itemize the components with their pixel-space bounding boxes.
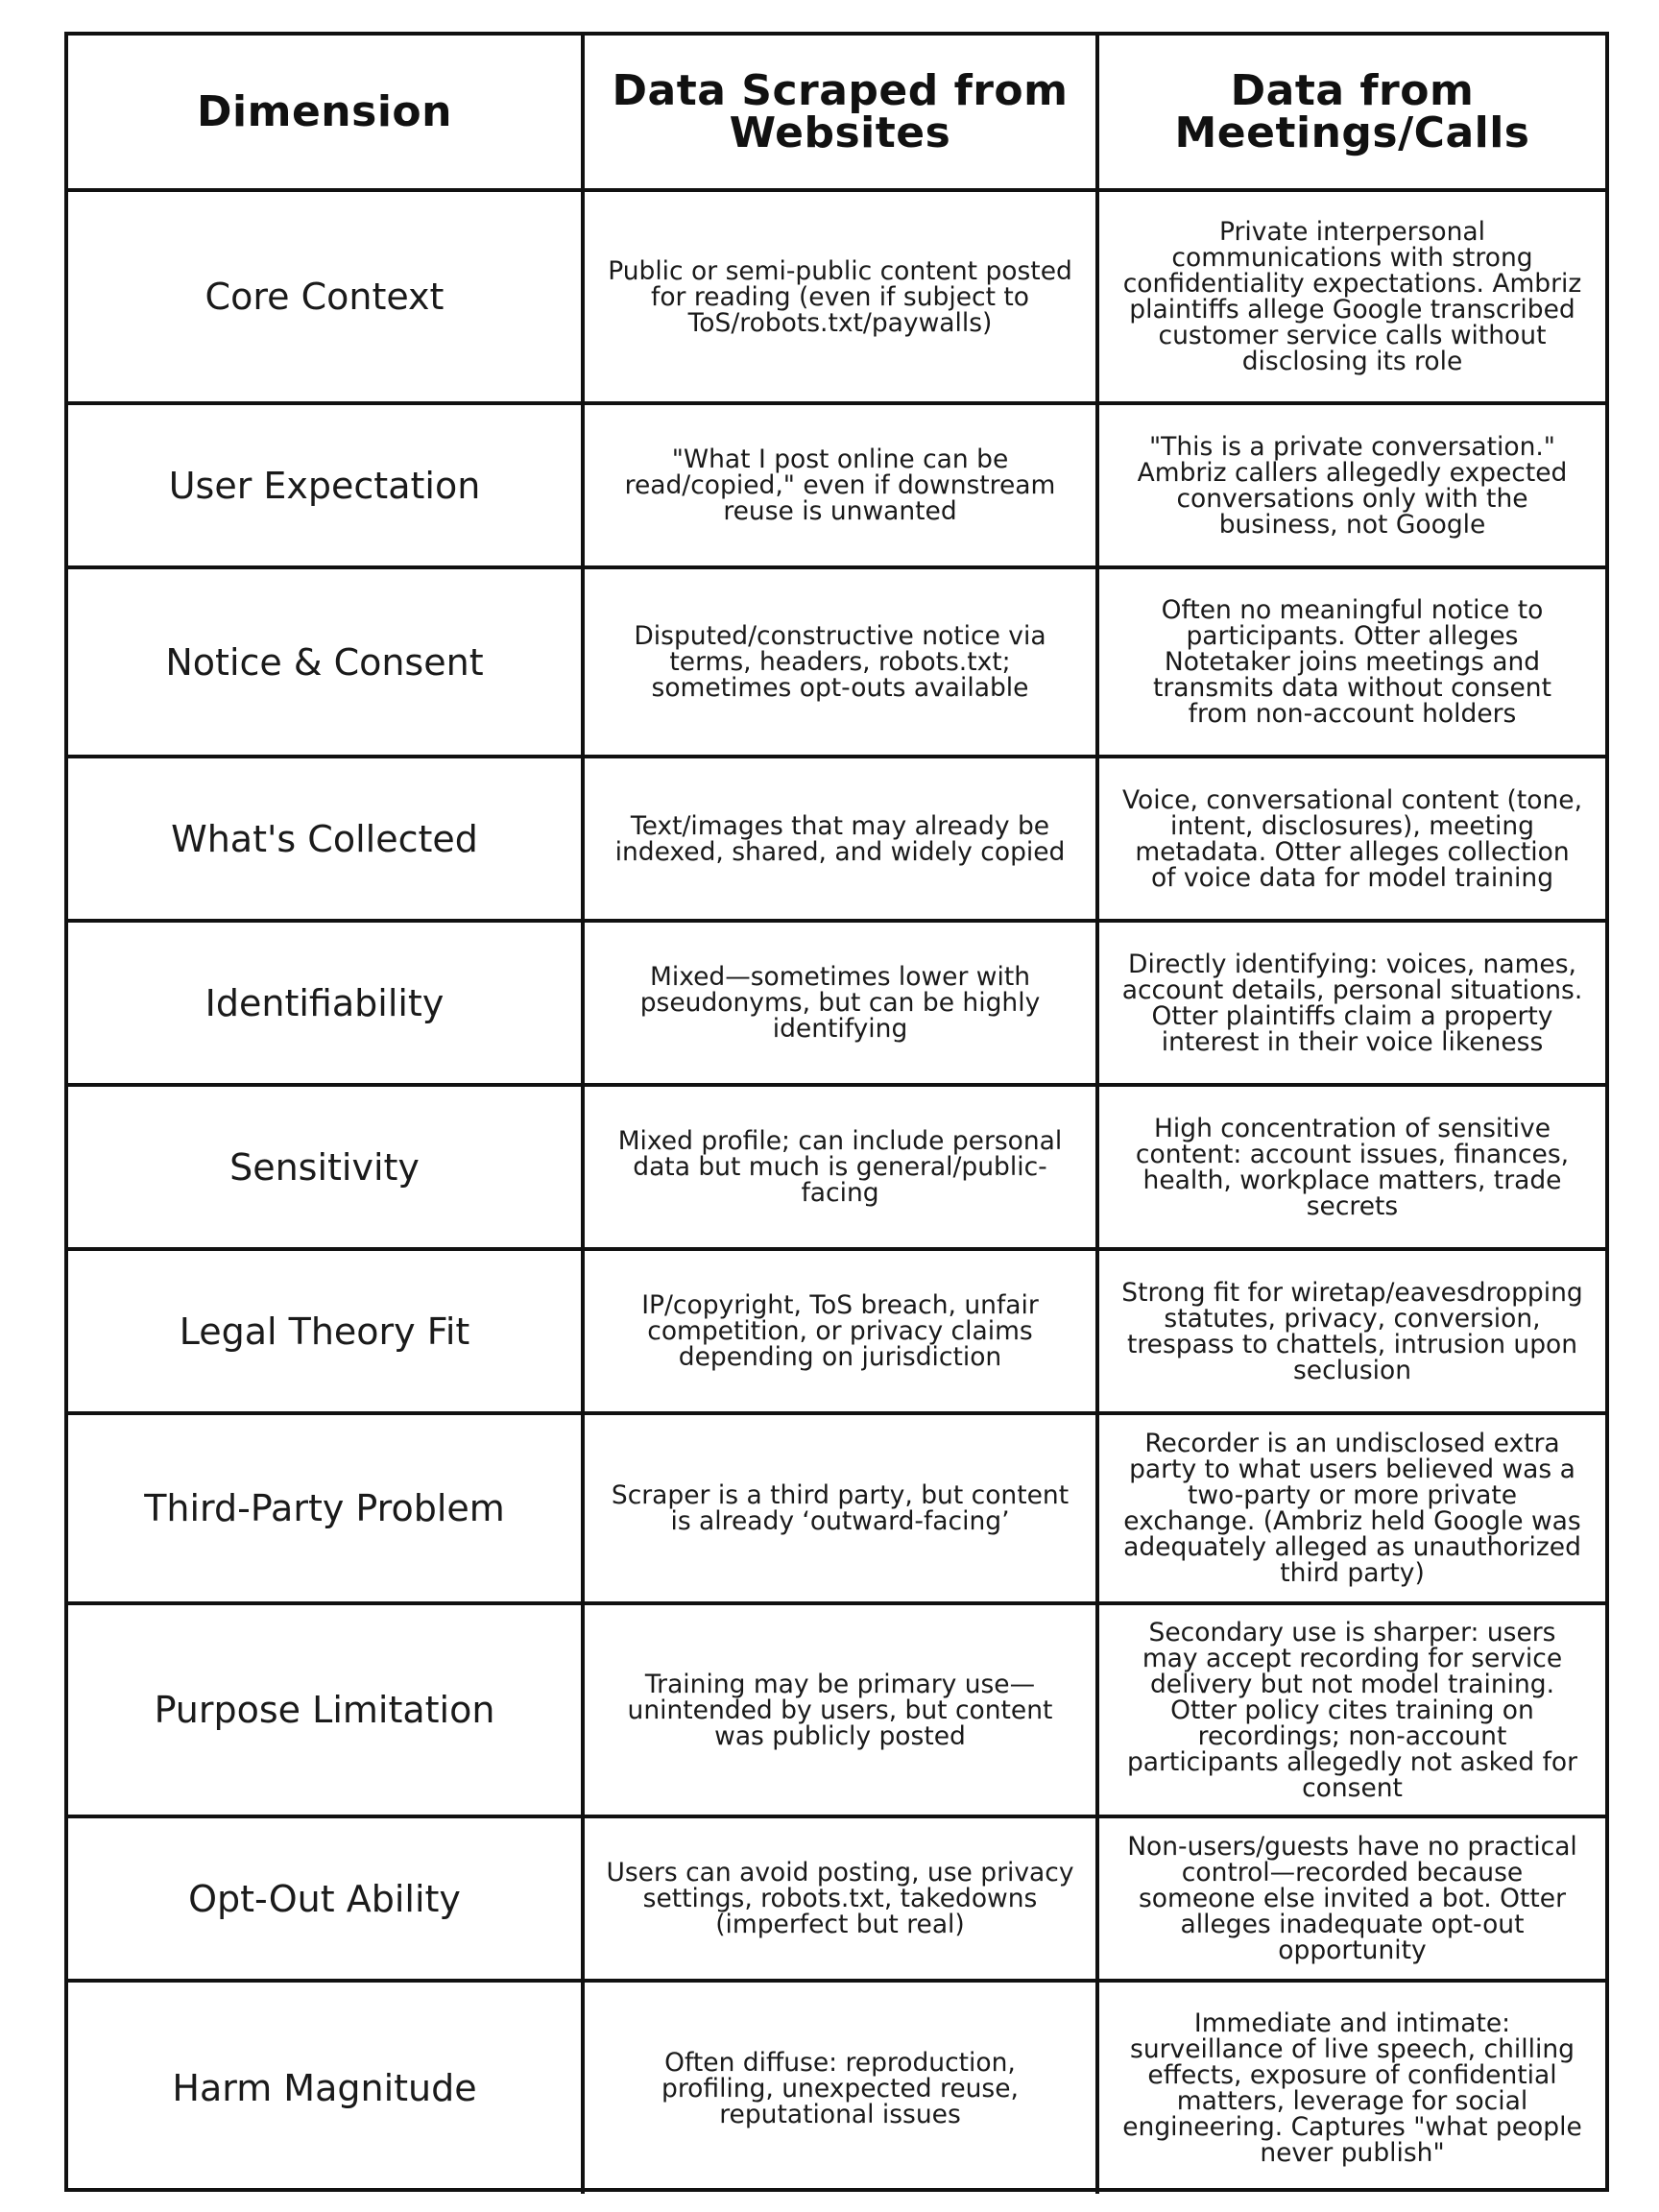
table-row [68,757,1605,921]
row-meetings: Directly identifying: voices, names, account details, personal situations. Otter plaintiffs claim a property interest in their voice likeness [1097,921,1605,1085]
table-row [68,1085,1605,1249]
row-dimension: What's Collected [68,757,583,921]
comparison-grid [68,36,1605,2194]
row-meetings: High concentration of sensitive content: account issues, finances, health, workplace matters, trade secrets [1097,1085,1605,1249]
table-row [68,1981,1605,2194]
row-websites: Mixed—sometimes lower with pseudonyms, but can be highly identifying [583,921,1097,1085]
row-dimension: Core Context [68,190,583,403]
row-websites: Public or semi-public content posted for reading (even if subject to ToS/robots.txt/paywalls) [583,190,1097,403]
table-row [68,1816,1605,1981]
row-dimension: Identifiability [68,921,583,1085]
row-dimension: Legal Theory Fit [68,1249,583,1413]
row-meetings: "This is a private conversation." Ambriz callers allegedly expected conversations only with the business, not Google [1097,403,1605,567]
table-row [68,190,1605,403]
comparison-table [64,32,1609,2192]
table-row [68,403,1605,567]
table-row [68,1413,1605,1603]
header-row [68,36,1605,190]
row-dimension: Sensitivity [68,1085,583,1249]
row-websites: Often diffuse: reproduction, profiling, unexpected reuse, reputational issues [583,1981,1097,2194]
row-dimension: User Expectation [68,403,583,567]
row-websites: Text/images that may already be indexed, shared, and widely copied [583,757,1097,921]
row-websites: IP/copyright, ToS breach, unfair competition, or privacy claims depending on jurisdiction [583,1249,1097,1413]
row-dimension: Notice & Consent [68,567,583,757]
row-meetings: Secondary use is sharper: users may accept recording for service delivery but not model training. Otter policy cites training on recordings; non-account participants allegedly not asked for consent [1097,1603,1605,1816]
table-row [68,567,1605,757]
row-meetings: Strong fit for wiretap/eavesdropping statutes, privacy, conversion, trespass to chattels, intrusion upon seclusion [1097,1249,1605,1413]
row-meetings: Private interpersonal communications with strong confidentiality expectations. Ambriz plaintiffs allege Google transcribed customer service calls without disclosing its role [1097,190,1605,403]
header-meetings: Data from Meetings/Calls [1097,36,1605,190]
row-websites: "What I post online can be read/copied," even if downstream reuse is unwanted [583,403,1097,567]
row-dimension: Opt-Out Ability [68,1816,583,1981]
row-meetings: Immediate and intimate: surveillance of live speech, chilling effects, exposure of confidential matters, leverage for social engineering. Captures "what people never publish" [1097,1981,1605,2194]
row-dimension: Harm Magnitude [68,1981,583,2194]
row-websites: Disputed/constructive notice via terms, headers, robots.txt; sometimes opt-outs available [583,567,1097,757]
row-dimension: Third-Party Problem [68,1413,583,1603]
header-websites: Data Scraped from Websites [583,36,1097,190]
table-row [68,1603,1605,1816]
row-websites: Mixed profile; can include personal data but much is general/public-facing [583,1085,1097,1249]
header-dimension: Dimension [68,36,583,190]
row-websites: Scraper is a third party, but content is already ‘outward-facing’ [583,1413,1097,1603]
row-websites: Training may be primary use—unintended by users, but content was publicly posted [583,1603,1097,1816]
row-meetings: Non-users/guests have no practical control—recorded because someone else invited a bot. Otter alleges inadequate opt-out opportunity [1097,1816,1605,1981]
row-meetings: Voice, conversational content (tone, intent, disclosures), meeting metadata. Otter alleges collection of voice data for model training [1097,757,1605,921]
row-meetings: Often no meaningful notice to participants. Otter alleges Notetaker joins meetings and transmits data without consent from non-account holders [1097,567,1605,757]
row-meetings: Recorder is an undisclosed extra party to what users believed was a two-party or more private exchange. (Ambriz held Google was adequately alleged as unauthorized third party) [1097,1413,1605,1603]
row-dimension: Purpose Limitation [68,1603,583,1816]
row-websites: Users can avoid posting, use privacy settings, robots.txt, takedowns (imperfect but real) [583,1816,1097,1981]
table-row [68,921,1605,1085]
table-row [68,1249,1605,1413]
